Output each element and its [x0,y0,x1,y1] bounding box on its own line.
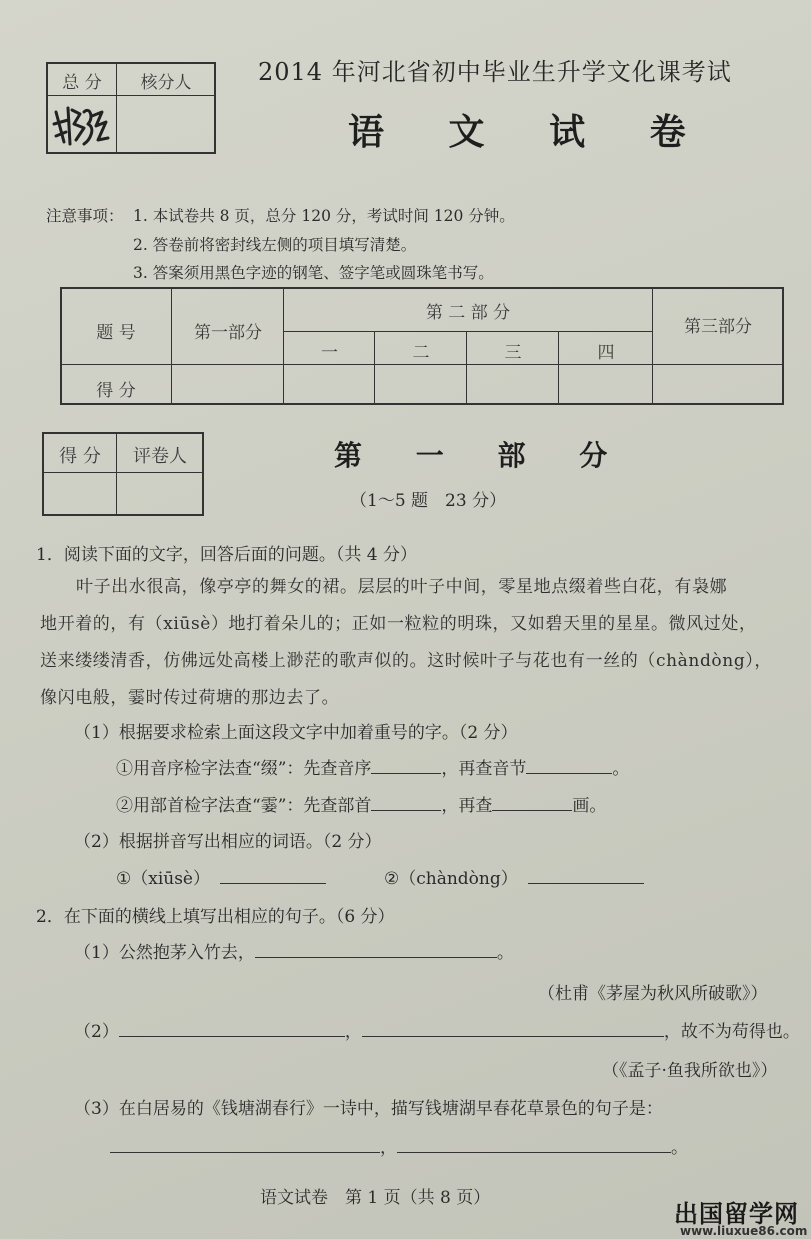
q1-sub1-a: ①用音序检字法查“缀”：先查音序 ，再查音节 。 [116,754,629,779]
score-checker-label: 核分人 [140,73,192,93]
col-part-two: 第 二 部 分 [425,303,511,323]
page-footer: 语文试卷 第 1 页（共 8 页） [260,1188,491,1208]
q1-sub1-prompt: （1）根据要求检索上面这段文字中加着重号的字。（2 分） [74,723,518,743]
col-part-two-sub-4: 四 [597,343,615,363]
q2-sub2-source: （《孟子·鱼我所欲也》） [602,1061,778,1081]
total-score-label: 总 分 [62,73,102,93]
exam-title: 2014 年河北省初中毕业生升学文化课考试 [258,58,732,86]
answer-blank-q2-3a[interactable] [110,1134,380,1153]
answer-blank-q2-2a[interactable] [119,1018,345,1037]
q1-sub1-b: ②用部首检字法查“霎”：先查部首 ，再查 画。 [116,791,606,816]
q1-sub2-prompt: （2）根据拼音写出相应的词语。（2 分） [74,832,382,852]
q1-passage-line-4: 像闪电般，霎时传过荷塘的那边去了。 [40,688,340,708]
answer-blank-syllable[interactable] [526,755,612,774]
note-item-1: 1. 本试卷共 8 页，总分 120 分，考试时间 120 分钟。 [133,207,515,225]
q1-passage-line-2: 地开着的，有（xiūsè）地打着朵儿的；正如一粒粒的明珠，又如碧天里的星星。微风过处， [40,614,757,634]
q1-sub2-a: ①（xiūsè） [116,864,326,889]
paper-title: 语 文 试 卷 [348,111,712,153]
answer-blank-q2-2b[interactable] [362,1018,664,1037]
col-part-two-sub-3: 三 [504,343,522,363]
answer-blank-q2-1[interactable] [255,939,497,958]
q1-passage-line-3: 送来缕缕清香，仿佛远处高楼上渺茫的歌声似的。这时候叶子与花也有一丝的（chàndòng）， [40,651,772,671]
col-part-two-sub-2: 二 [412,343,430,363]
col-part-one: 第一部分 [194,323,262,343]
grader-name-label: 评卷人 [133,446,187,467]
q2-stem: 2．在下面的横线上填写出相应的句子。（6 分） [36,907,395,927]
watermark-url: www.liuxue86.com [680,1224,808,1238]
watermark-name: 出国留学网 [674,1200,799,1228]
q2-sub1: （1）公然抱茅入竹去， 。 [74,938,514,963]
note-item-2: 2. 答卷前将密封线左侧的项目填写清楚。 [133,236,417,254]
answer-blank-strokes[interactable] [492,792,572,811]
notes-label: 注意事项： [46,207,124,225]
q1-passage-line-1: 叶子出水很高，像亭亭的舞女的裙。层层的叶子中间，零星地点缀着些白花，有袅娜 [76,577,728,597]
q1-sub2-b: ②（chàndòng） [384,864,644,889]
q2-sub1-source: （杜甫《茅屋为秋风所破歌》） [538,984,768,1004]
answer-blank-initial[interactable] [371,755,441,774]
answer-blank-radical[interactable] [371,792,441,811]
section-subtitle: （1～5 题 23 分） [350,491,507,511]
row-label-score: 得 分 [96,381,136,401]
col-part-three: 第三部分 [684,317,752,337]
q1-stem: 1．阅读下面的文字，回答后面的问题。（共 4 分） [36,545,417,565]
q2-sub3-prompt: （3）在白居易的《钱塘湖春行》一诗中，描写钱塘湖早春花草景色的句子是： [74,1099,663,1119]
note-item-3: 3. 答案须用黑色字迹的钢笔、签字笔或圆珠笔书写。 [133,264,494,282]
answer-blank-xiuse[interactable] [220,865,326,884]
q2-sub2: （2） ， ，故不为苟得也。 [74,1017,800,1042]
q2-sub3-answer: ， 。 [110,1133,688,1158]
grader-score-label: 得 分 [59,446,101,467]
section-title: 第 一 部 分 [334,439,630,472]
answer-blank-q2-3b[interactable] [397,1134,671,1153]
col-part-two-sub-1: 一 [321,343,338,363]
handwritten-signature [50,98,114,152]
row-label-question-number: 题 号 [96,323,136,343]
answer-blank-chandong[interactable] [528,865,644,884]
